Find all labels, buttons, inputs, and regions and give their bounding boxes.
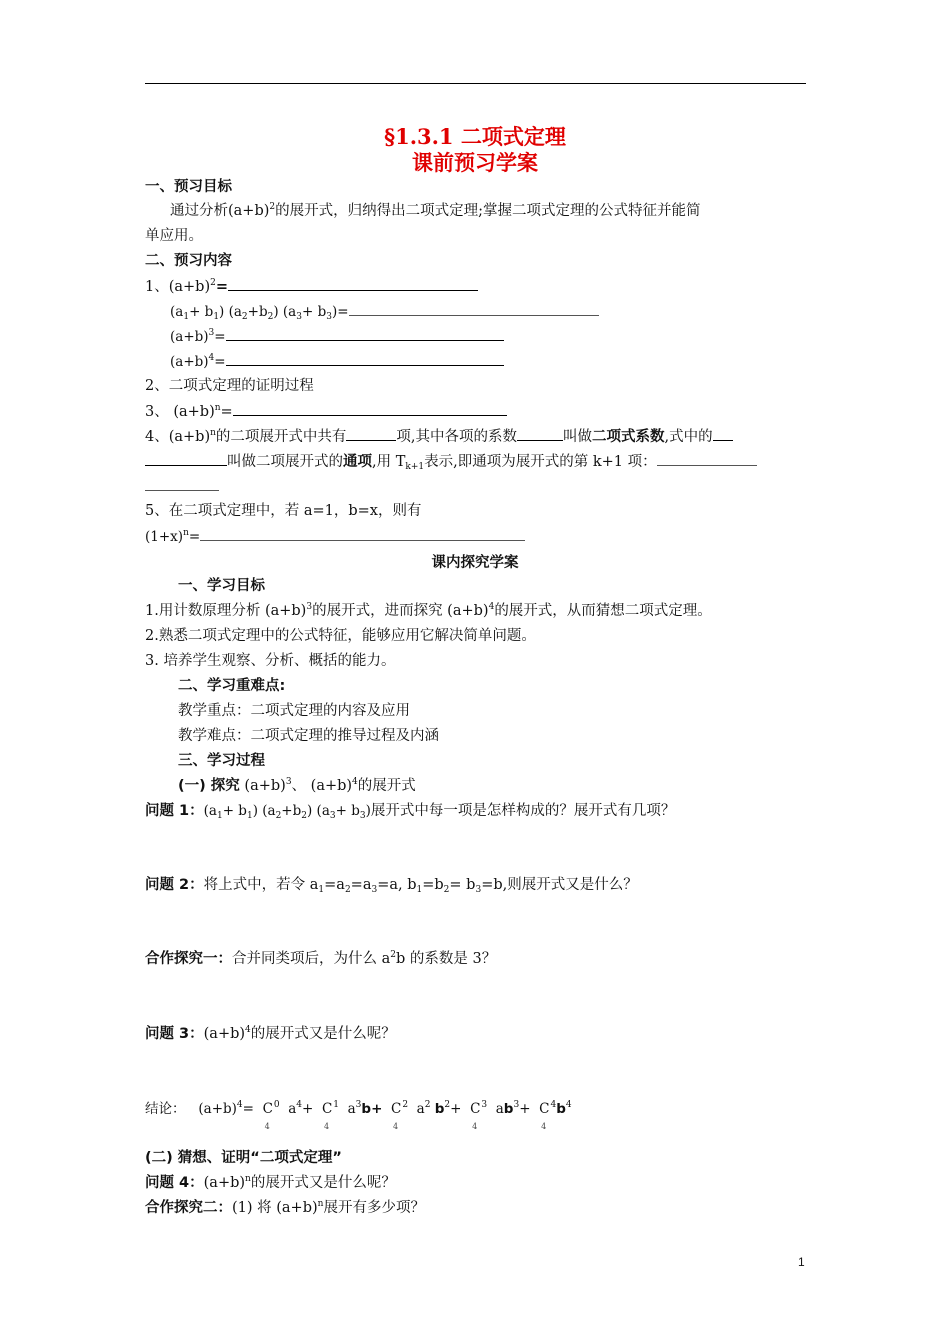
binomial-coef-3: $C^3$ 4: [470, 1100, 488, 1131]
preview-heading-1: 一、预习目标: [145, 179, 232, 195]
difficult-point: 教学难点：二项式定理的推导过程及内涵: [178, 728, 439, 744]
key-point: 教学重点：二项式定理的内容及应用: [178, 703, 410, 719]
question-4: 问题 4：$(a+b)^n$的展开式又是什么呢？: [145, 1174, 396, 1191]
item-1d: $(a+b)^4=$: [170, 351, 504, 372]
section-2-heading: (二) 猜想、证明“二项式定理”: [145, 1150, 342, 1166]
answer-blank[interactable]: [713, 426, 733, 441]
question-2: 问题 2：将上式中，若令 $a_1=a_2=a_3=a$, $b_1=b_2= b_3=b$,则展开式又是什么？: [145, 877, 638, 895]
item-4: 4、$(a+b)^n$的二项展开式中共有 项,其中各项的系数 叫做二项式系数,式中的: [145, 426, 733, 447]
item-2: 2、二项式定理的证明过程: [145, 378, 314, 394]
answer-blank[interactable]: [145, 451, 227, 466]
answer-blank[interactable]: [233, 401, 507, 416]
preview-goal: 通过分析$(a+b)^2$的展开式，归纳得出二项式定理;掌握二项式定理的公式特征并能简: [170, 202, 701, 219]
header-rule: [145, 83, 806, 84]
inclass-heading-2: 二、学习重难点:: [178, 678, 286, 694]
inclass-heading-1: 一、学习目标: [178, 578, 265, 594]
answer-blank[interactable]: [226, 326, 504, 341]
goal-1: 1.用计数原理分析 $(a+b)^3$的展开式，进而探究 $(a+b)^4$的展开式，从而猜想二项式定理。: [145, 602, 712, 619]
item-1c: $(a+b)^3=$: [170, 326, 504, 347]
binomial-coef-0: $C^0$ 4: [262, 1100, 280, 1131]
binomial-coef-2: $C^2$ 4: [390, 1100, 409, 1131]
item-5b: $(1+x)^n=$: [145, 526, 525, 547]
preview-goal-cont: 单应用。: [145, 228, 203, 244]
inclass-heading-3: 三、学习过程: [178, 753, 265, 769]
answer-blank[interactable]: [228, 276, 478, 291]
goal-2: 2.熟悉二项式定理中的公式特征，能够应用它解决简单问题。: [145, 628, 536, 644]
item-1b: $(a_1+ b_1)$ $(a_2+b_2)$ $(a_3+ b_3)=$: [170, 301, 599, 322]
answer-blank[interactable]: [346, 426, 396, 441]
section-1-heading: (一) 探究 $(a+b)^3$、 $(a+b)^4$的展开式: [178, 777, 416, 794]
answer-blank[interactable]: [226, 351, 504, 366]
cooperation-1: 合作探究一：合并同类项后，为什么 $a^2b$ 的系数是 3？: [145, 950, 497, 967]
page-number: 1: [798, 1255, 805, 1269]
question-3: 问题 3：$(a+b)^4$的展开式又是什么呢？: [145, 1025, 396, 1042]
goal-3: 3. 培养学生观察、分析、概括的能力。: [145, 653, 396, 669]
conclusion: 结论： $(a+b)^4= C^0$ 4 $a^4+ C^1$ 4 $a^3b+ C^2$ 4 $a^2$ $b^2+ C^3$ 4 $ab^3+ C^4$ 4 $b^4$: [145, 1100, 572, 1131]
item-4-cont: 叫做二项展开式的通项,用 $T_{k+1}$表示,即通项为展开式的第 k+1 项：: [145, 451, 757, 472]
doc-title: §1.3.1 二项式定理: [384, 124, 566, 149]
inclass-title: 课内探究学案: [431, 555, 519, 571]
answer-blank[interactable]: [349, 301, 599, 316]
answer-blank[interactable]: [145, 476, 219, 491]
answer-blank[interactable]: [200, 526, 525, 541]
item-3: 3、 $(a+b)^n=$: [145, 401, 507, 422]
binomial-coef-1: $C^1$ 4: [321, 1100, 340, 1131]
item-5: 5、在二项式定理中，若 a=1，b=x，则有: [145, 503, 422, 519]
cooperation-2: 合作探究二：(1) 将 $(a+b)^n$展开有多少项？: [145, 1199, 425, 1216]
item-4-tail: [145, 476, 219, 497]
question-1: 问题 1：$(a_1+ b_1)$ $(a_2+b_2)$ $(a_3+ b_3)$展开式中每一项是怎样构成的？展开式有几项？: [145, 803, 676, 821]
binomial-coef-4: $C^4$ 4: [539, 1100, 557, 1131]
item-1: 1、$(a+b)^2=$: [145, 276, 478, 297]
preview-heading-2: 二、预习内容: [145, 253, 232, 269]
doc-subtitle: 课前预习学案: [412, 150, 538, 175]
answer-blank[interactable]: [657, 451, 757, 466]
answer-blank[interactable]: [517, 426, 563, 441]
